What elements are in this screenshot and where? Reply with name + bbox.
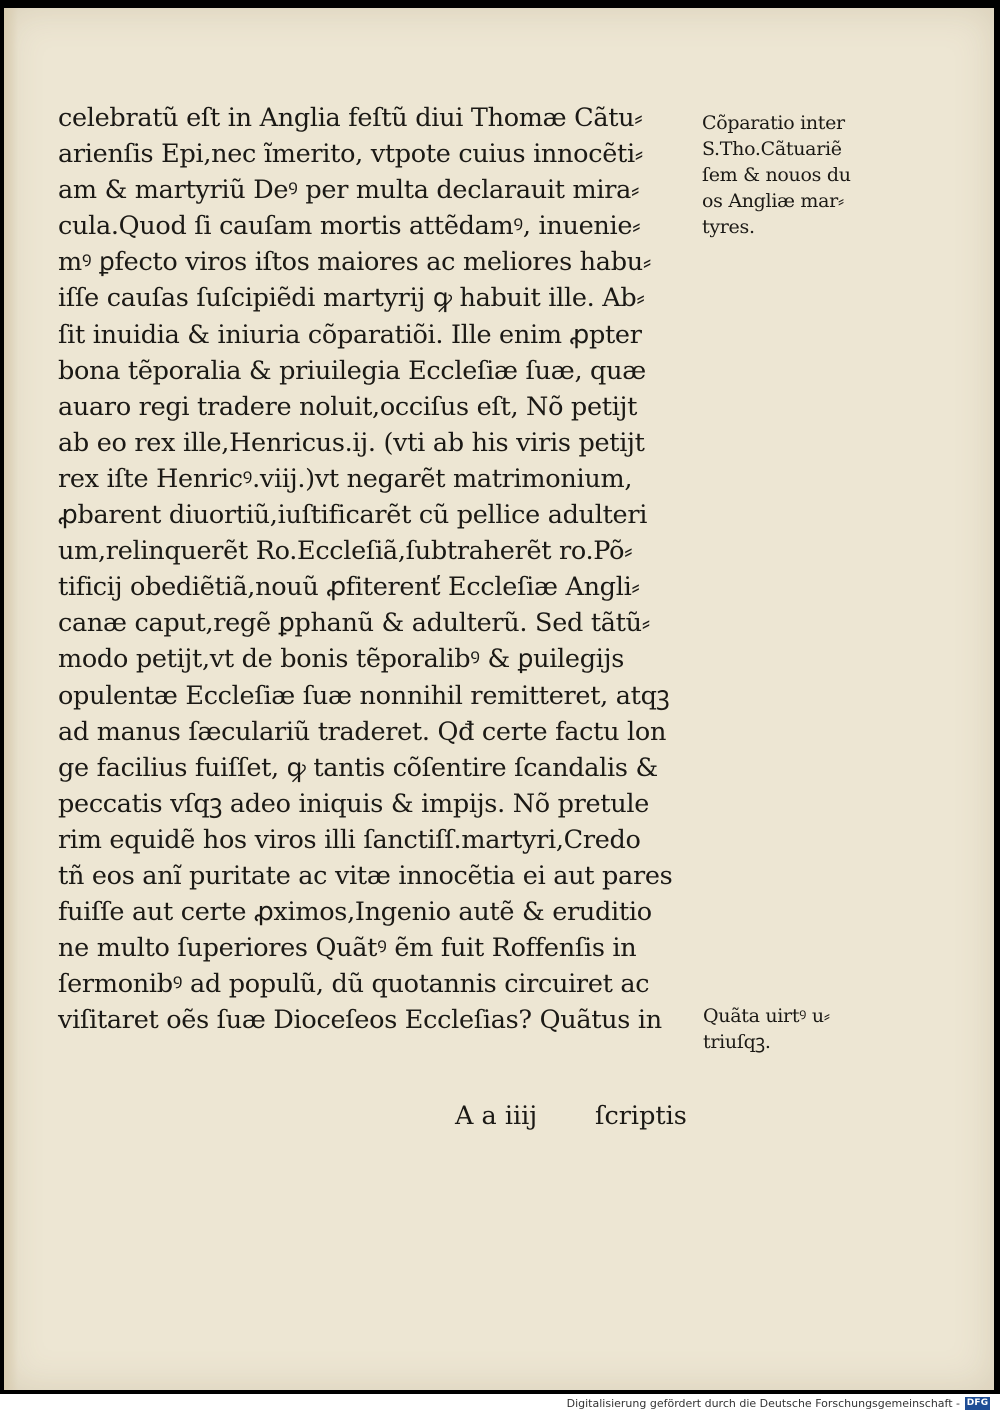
- marginal-note-line: ſem & nouos du: [702, 164, 851, 186]
- text-line: peccatis vſqꝫ adeo iniquis & impijs. Nõ pretule: [58, 788, 649, 819]
- text-line: ge facilius fuiſſet, ꝙ tantis cõſentire ſcandalis &: [58, 752, 658, 783]
- text-line: cula.Quod ſi cauſam mortis attẽdamꝰ, inuenie⸗: [58, 211, 641, 242]
- text-line: ſit inuidia & iniuria cõparatiõi. Ille enim ꝓpter: [58, 319, 642, 350]
- footer-bar: [0, 1394, 1000, 1414]
- marginal-note-line: os Angliæ mar⸗: [702, 190, 844, 212]
- signature-catchword-row: [455, 1098, 700, 1134]
- signature-mark: A a iiij: [455, 1101, 538, 1131]
- text-line: ab eo rex ille,Henricus.ij. (vti ab his viris petijt: [58, 427, 645, 458]
- text-line: celebratũ eſt in Anglia feſtũ diui Thomæ Cãtu⸗: [58, 103, 643, 133]
- marginal-note-line: tyres.: [702, 216, 755, 238]
- text-line: mꝰ ꝑfecto viros iſtos maiores ac meliores habu⸗: [58, 247, 652, 278]
- marginal-note-line: triuſqꝫ.: [703, 1031, 771, 1053]
- body-text: [58, 100, 708, 1038]
- text-line: ꝓbarent diuortiũ,iuſtificarẽt cũ pellice adulteri: [58, 500, 648, 531]
- text-line: arienſis Epi,nec ĩmerito, vtpote cuius innocẽti⸗: [58, 139, 643, 170]
- text-line: viſitaret oẽs ſuæ Dioceſeos Eccleſias? Quãtus in: [58, 1005, 662, 1036]
- text-line: am & martyriũ Deꝰ per multa declarauit mira⸗: [58, 175, 640, 206]
- marginal-note: [702, 110, 892, 240]
- text-line: modo petijt,vt de bonis tẽporalibꝰ & ꝑuilegijs: [58, 644, 624, 675]
- page-gutter: [4, 8, 18, 1390]
- text-line: iſſe cauſas ſuſcipiẽdi martyrij ꝙ habuit ille. Ab⸗: [58, 283, 645, 314]
- text-line: ne multo ſuperiores Quãtꝰ ẽm fuit Roffenſis in: [58, 933, 637, 964]
- text-line: fuiſſe aut certe ꝓximos,Ingenio autẽ & eruditio: [58, 897, 652, 928]
- catchword: ſcriptis: [595, 1101, 687, 1131]
- text-line: rim equidẽ hos viros illi ſanctiſſ.martyri,Credo: [58, 824, 641, 855]
- text-line: ſermonibꝰ ad populũ, dũ quotannis circuiret ac: [58, 969, 650, 1000]
- text-line: rex iſte Henricꝰ.viij.)vt negarẽt matrimonium,: [58, 463, 633, 494]
- text-line: ad manus ſæculariũ traderet. Qđ certe factu lon: [58, 716, 667, 747]
- text-line: canæ caput,regẽ ꝑphanũ & adulterũ. Sed tãtũ⸗: [58, 608, 650, 639]
- text-line: bona tẽporalia & priuilegia Eccleſiæ ſuæ, quæ: [58, 355, 646, 386]
- marginal-note-line: Cõparatio inter: [702, 112, 845, 134]
- funding-credit: Digitalisierung gefördert durch die Deutsche Forschungsgemeinschaft -: [566, 1397, 960, 1410]
- marginal-note-line: Quãta uirtꝰ u⸗: [703, 1005, 830, 1027]
- dfg-logo: DFG: [966, 1398, 989, 1408]
- text-line: um,relinquerẽt Ro.Eccleſiã,ſubtraherẽt ro.Põ⸗: [58, 536, 633, 567]
- text-line: auaro regi tradere noluit,occiſus eſt, Nõ petijt: [58, 391, 638, 422]
- marginal-note: [703, 1003, 893, 1055]
- text-line: tñ eos anĩ puritate ac vitæ innocẽtia ei aut pares: [58, 860, 673, 891]
- marginal-note-line: S.Tho.Cãtuariẽ: [702, 138, 842, 160]
- text-line: opulentæ Eccleſiæ ſuæ nonnihil remitteret, atqꝫ: [58, 680, 670, 711]
- text-line: tificij obediẽtiã,nouũ ꝓfiterenť Eccleſiæ Angli⸗: [58, 572, 640, 603]
